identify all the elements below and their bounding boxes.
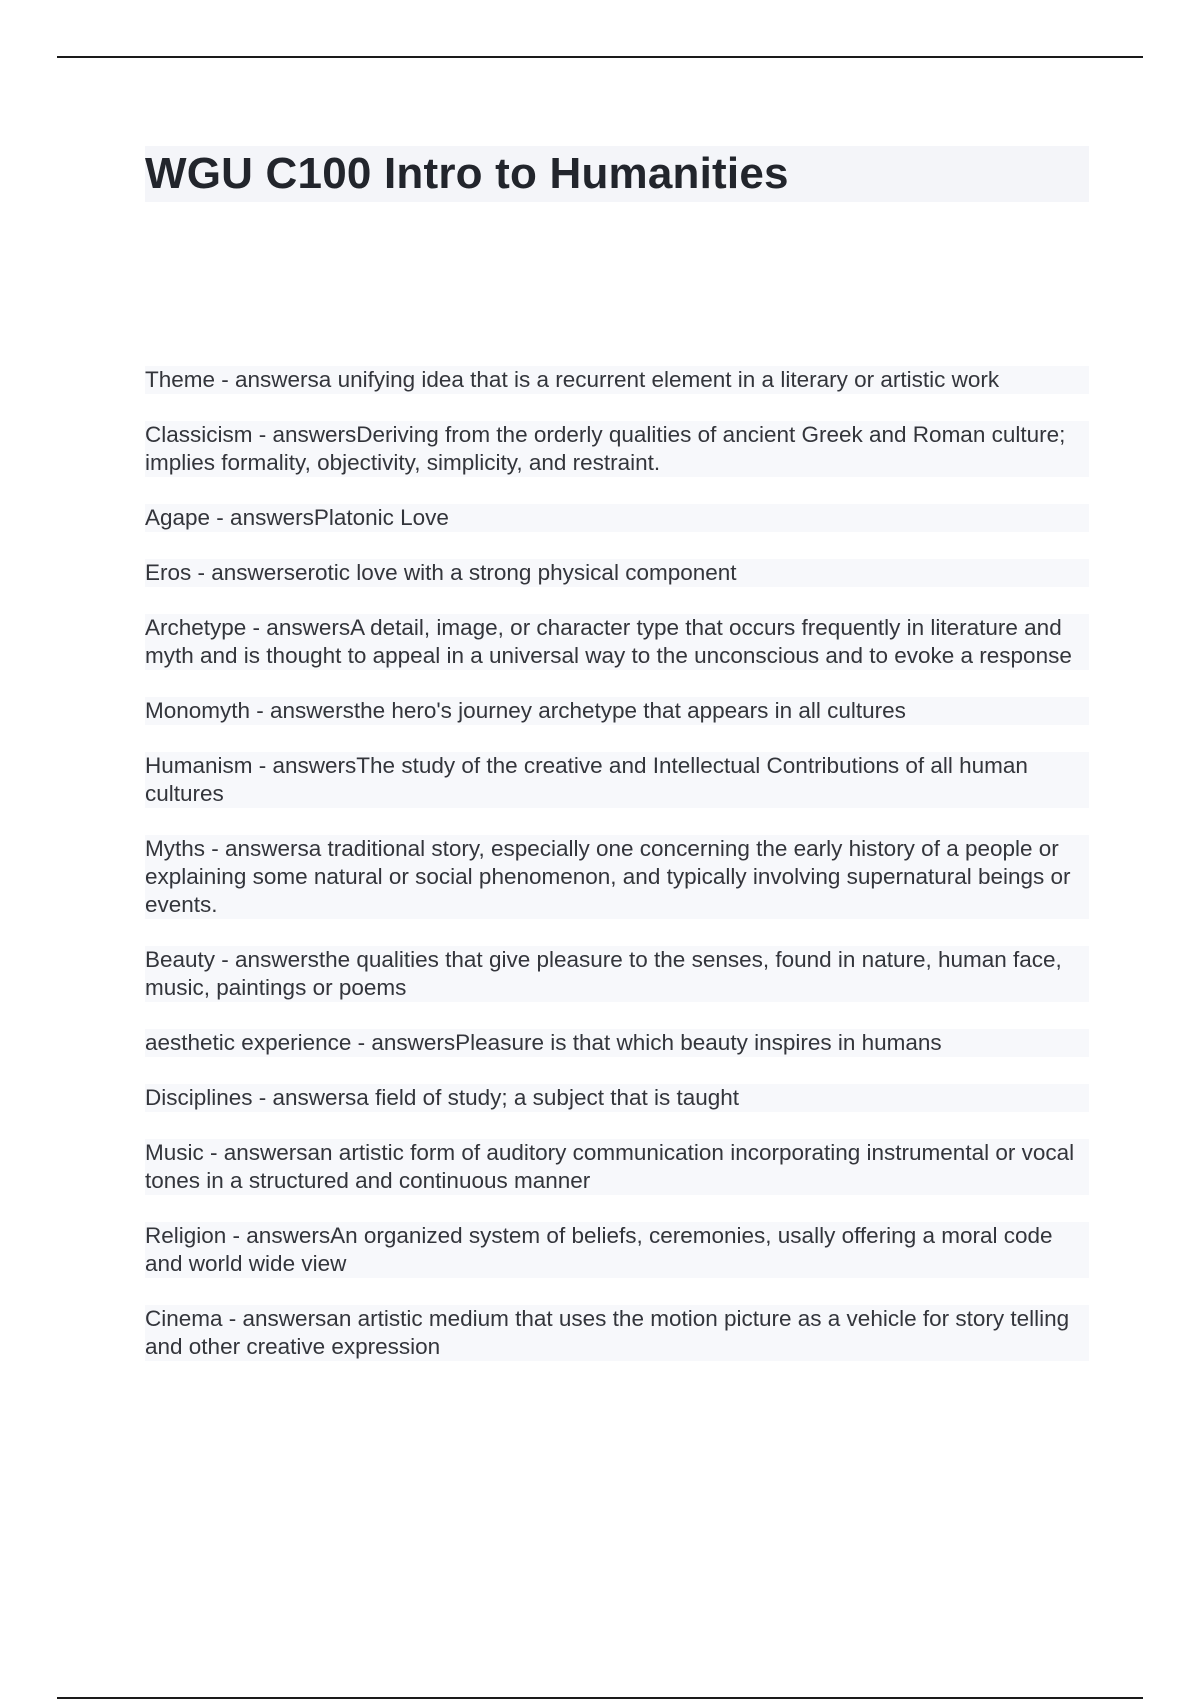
top-rule xyxy=(57,56,1143,58)
flashcard-list xyxy=(145,366,1089,1388)
flashcard-entry: Beauty - answersthe qualities that give pleasure to the senses, found in nature, human face, music, paintings or poems xyxy=(145,946,1089,1002)
flashcard-entry: aesthetic experience - answersPleasure is that which beauty inspires in humans xyxy=(145,1029,1089,1057)
flashcard-entry: Cinema - answersan artistic medium that uses the motion picture as a vehicle for story telling and other creative expression xyxy=(145,1305,1089,1361)
flashcard-entry: Monomyth - answersthe hero's journey archetype that appears in all cultures xyxy=(145,697,1089,725)
flashcard-entry: Eros - answerserotic love with a strong physical component xyxy=(145,559,1089,587)
title-banner xyxy=(145,146,1089,202)
flashcard-entry: Classicism - answersDeriving from the orderly qualities of ancient Greek and Roman culture; implies formality, objectivity, simplicity, and restraint. xyxy=(145,421,1089,477)
flashcard-entry: Disciplines - answersa field of study; a subject that is taught xyxy=(145,1084,1089,1112)
flashcard-entry: Agape - answersPlatonic Love xyxy=(145,504,1089,532)
flashcard-entry: Music - answersan artistic form of auditory communication incorporating instrumental or vocal tones in a structured and continuous manner xyxy=(145,1139,1089,1195)
flashcard-entry: Myths - answersa traditional story, especially one concerning the early history of a people or explaining some natural or social phenomenon, and typically involving supernatural beings or events. xyxy=(145,835,1089,919)
flashcard-entry: Humanism - answersThe study of the creative and Intellectual Contributions of all human cultures xyxy=(145,752,1089,808)
page-title: WGU C100 Intro to Humanities xyxy=(145,149,789,198)
flashcard-entry: Religion - answersAn organized system of beliefs, ceremonies, usally offering a moral code and world wide view xyxy=(145,1222,1089,1278)
bottom-rule xyxy=(57,1697,1143,1699)
flashcard-entry: Theme - answersa unifying idea that is a recurrent element in a literary or artistic work xyxy=(145,366,1089,394)
flashcard-entry: Archetype - answersA detail, image, or character type that occurs frequently in literature and myth and is thought to appeal in a universal way to the unconscious and to evoke a response xyxy=(145,614,1089,670)
